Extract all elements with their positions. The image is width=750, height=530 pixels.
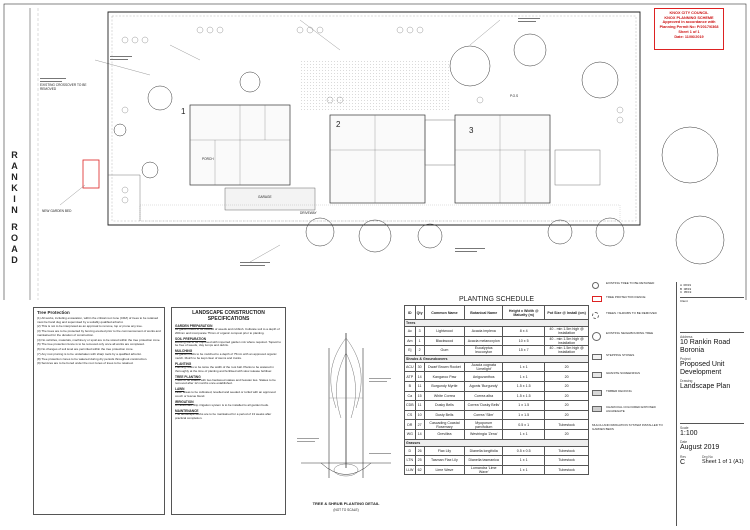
schedule-cell-size: 15 x 7: [503, 346, 545, 356]
schedule-cell-qty: 26: [415, 446, 424, 456]
schedule-cell-botanical: Anigozanthos: [465, 372, 503, 382]
table-row: [405, 336, 589, 346]
schedule-section-label: Trees: [405, 320, 589, 327]
schedule-cell-pot: 20: [545, 381, 589, 391]
table-row: [405, 372, 589, 382]
table-row: [405, 362, 589, 372]
schedule-cell-common: White Correa: [424, 391, 465, 401]
schedule-cell-size: 1.5 x 1.5: [503, 391, 545, 401]
spec-section-heading: IRRIGATION: [175, 400, 194, 405]
schedule-cell-pot: 20: [545, 401, 589, 411]
schedule-cell-botanical: Eucalyptus leucoxylon: [465, 346, 503, 356]
schedule-cell-pot: 20: [545, 410, 589, 420]
schedule-cell-id: Ca: [405, 391, 416, 401]
schedule-cell-id: B: [405, 381, 416, 391]
schedule-cell-size: 1 x 1: [503, 362, 545, 372]
schedule-cell-id: WG: [405, 429, 416, 439]
schedule-section-label: Shrubs & Groundcovers: [405, 355, 589, 362]
schedule-body: [405, 320, 589, 475]
spec-section-text: Planting holes to be twice the width of the root ball. Plants to be watered in thoroughly at the time of planting and fertilised with slow release fertiliser.: [175, 365, 274, 373]
schedule-cell-id: LLW: [405, 465, 416, 475]
schedule-cell-common: Lime Wave: [424, 465, 465, 475]
schedule-cell-pot: 40 - min 1.5m high @ installation: [545, 346, 589, 356]
schedule-cell-common: Dusty Bells: [424, 410, 465, 420]
plan-label: PORCH: [202, 157, 214, 161]
schedule-cell-common: Dwarf Brown Rocket: [424, 362, 465, 372]
sheet-value: Sheet 1 of 1 (A1): [702, 458, 744, 465]
landscape-plan-sheet: KNOX CITY COUNCIL KNOX PLANNING SCHEME Approved in accordance with Planning Permit No: P/2017/6368 Sheet 1 of 1 Date: 11/06/2019 R A N K I N R O A D 1 2 3 EXISTING CROSSOVER TO BE REMOVED NEW GARDEN BED PORCH GARAGE DRIVEWAY P.O.S Tree Protection (1) All works, including excavation, within the critical root zone (CRZ) of trees to be retained must be hand dug and supervised by a suitably qualified arborist. (2) This is not to be interpreted as an approval to remove, lop or prune any tree. (3) The trees are to be protected by fencing erected prior to the commencement of works and maintained for the duration of construction. (4) No vehicles, materials, machinery or spoil are to be stored within the tree protection zone. (5) The tree protection fence is to be removed only once all works are completed. (6) No changes of soil level are permitted within the tree protection zone. (7) Any root pruning is to be undertaken with sharp tools by a qualified arborist. (8) Tree protection zones to be watered during dry periods throughout construction. (9) Services are to be bored under the root zones of trees to be retained. LANDSCAPE CONSTRUCTION SPECIFICATIONS GARDEN PREPARATION All garden beds to be cleared of weeds and rubbish. Cultivate soil to a depth of 200mm and incorporate 75mm of organic compost prior to planting. SOIL PREPARATION Existing soil to be improved with imported garden mix where required. Topsoil to be free of weeds, clay lumps and debris. MULCHING All garden beds to be mulched to a depth of 75mm with an approved organic mulch. Mulch to be kept clear of stems and trunks. PLANTING Planting holes to be twice the width of the root ball. Plants to be watered in thoroughly at the time of planting and fertilised with slow release fertiliser. TREE PLANTING Trees to be staked with two hardwood stakes and hessian ties. Stakes to be removed after 12 months once established. LAWN Lawn areas to be cultivated, levelled and seeded or turfed with an approved couch or fescue blend. IRRIGATION An automatic drip irrigation system is to be installed to all garden beds. MAINTENANCE The landscape works are to be maintained for a period of 13 weeks after practical completion. TREE & SHRUB PLANTING DETAIL (NOT TO SCALE) PLANTING SCHEDULE ID Qty Common Name Botanical Name Height x Width @ Maturity (m) Pot Size @ Install (cm) Trees Ac 3 Lightwood Acacia implexa 8 x 4 40 - min 1.5m high @ installation Am 1 Blackwood Acacia melanoxylon 10 x 5 40 - min 1.5m high @ installation Ej 2 Gum Eucalyptus leucoxylon 15 x 7 40 - min 1.5m high @ installation Shrubs & Groundcovers ACU 30 Dwarf Brown Rocket Acacia cognata 'Limelight' 1 x 1 20 ATP 14 Kangaroo Paw Anigozanthos 1 x 1 20 B 11 Burgundy Myrtle Agonis 'Burgundy' 1.5 x 1.5 20 Ca 15 White Correa Correa alba 1.5 x 1.5 20 CDB 11 Dusky Bells Correa 'Dusky Bells' 1 x 1.5 20 CS 10 Dusty Bells Correa 'Slim' 1 x 1.5 20 DR 27 Cascading Coastal Rosemary Myoporum parvifolium 0.5 x 1 Tubestock WG 14 Grevillea Westringia 'Zena' 1 x 1 20 Grasses D 26 Flax Lily Dianella longifolia 0.5 x 0.5 Tubestock LTN 25 Tasman Flax Lily Dianella tasmanica 1 x 1 Tubestock LLW 62 Lime Wave Lomandra 'Lime Wave' 1 x 1 Tubestock EXISTING TREE TO BE RETAINED TREE PROTECTION FENCE TREES / SHRUBS TO BE REMOVED EXISTING NEIGHBOURING TREE STEPPING STONES GRANITE SCREENINGS TIMBER DECKING CHARCOAL COLOURED EXPOSED AGGREGATE MULCH AND IRRIGATION SYSTEM INSTALLED TO GARDEN BEDS A 08/19 B 08/19 C 05/19 Client Address 10 Rankin Road Boronia Project Proposed Unit Development Drawing Landscape Plan Scale 1:100 Date August 2019 Rev C Drg No Sheet 1 of 1 (A1): [0, 0, 750, 530]
detail-scale: (NOT TO SCALE): [333, 508, 359, 512]
stamp-line: Sheet 1 of 1: [678, 29, 700, 34]
schedule-cell-pot: Tubestock: [545, 446, 589, 456]
schedule-cell-size: 1.5 x 1.5: [503, 381, 545, 391]
schedule-cell-botanical: Correa alba: [465, 391, 503, 401]
rev-label: Rev: [680, 454, 687, 459]
table-row: [405, 391, 589, 401]
rev-value: C: [680, 458, 686, 466]
schedule-cell-common: Lightwood: [424, 327, 465, 337]
scale-label: Scale: [680, 425, 689, 430]
schedule-cell-size: 8 x 4: [503, 327, 545, 337]
schedule-cell-pot: Tubestock: [545, 456, 589, 466]
project-label: Project: [680, 356, 691, 361]
schedule-cell-botanical: Agonis 'Burgundy': [465, 381, 503, 391]
date-value: August 2019: [680, 443, 720, 451]
schedule-cell-botanical: Myoporum parvifolium: [465, 420, 503, 430]
schedule-cell-common: Burgundy Myrtle: [424, 381, 465, 391]
unit-number: 3: [469, 126, 474, 135]
spec-section-text: An automatic drip irrigation system is to be installed to all garden beds.: [175, 403, 269, 408]
schedule-cell-qty: 27: [415, 420, 424, 430]
schedule-cell-botanical: Acacia implexa: [465, 327, 503, 337]
stamp-line: Planning Permit No: P/2017/6368: [659, 25, 719, 30]
unit-number: 1: [181, 107, 186, 116]
schedule-cell-size: 1 x 1: [503, 429, 545, 439]
date-label: Date: [680, 439, 688, 444]
schedule-cell-botanical: Dianella tasmanica: [465, 456, 503, 466]
project-value: Proposed Unit Development: [680, 360, 725, 376]
spec-section-heading: MAINTENANCE: [175, 409, 199, 414]
plan-label: NEW GARDEN BED: [42, 209, 72, 213]
schedule-cell-qty: 15: [415, 391, 424, 401]
plan-label: DRIVEWAY: [300, 211, 317, 215]
schedule-cell-botanical: Acacia melanoxylon: [465, 336, 503, 346]
spec-section-text: The landscape works are to be maintained for a period of 13 weeks after practical completion.: [175, 412, 272, 420]
plan-label: GARAGE: [258, 195, 272, 199]
schedule-cell-size: 0.5 x 0.5: [503, 446, 545, 456]
stamp-line: KNOX PLANNING SCHEME: [664, 15, 714, 20]
schedule-cell-size: 1 x 1: [503, 372, 545, 382]
schedule-cell-id: Ej: [405, 346, 416, 356]
schedule-cell-id: Am: [405, 336, 416, 346]
schedule-cell-size: 1 x 1: [503, 456, 545, 466]
unit-number: 2: [336, 120, 341, 129]
table-row: [405, 327, 589, 337]
table-row: [405, 410, 589, 420]
schedule-section-row: [405, 439, 589, 446]
spec-section-heading: TREE PLANTING: [175, 374, 201, 379]
planting-schedule-title: PLANTING SCHEDULE: [458, 296, 535, 303]
schedule-cell-common: Gum: [424, 346, 465, 356]
address-value: 10 Rankin Road Boronia: [680, 338, 731, 354]
tree-protection-zone-marker: [83, 160, 99, 188]
note-item: (9) Services are to be bored under the root zones of trees to be retained.: [37, 361, 134, 366]
schedule-cell-botanical: Acacia cognata 'Limelight': [465, 362, 503, 372]
schedule-cell-qty: 10: [415, 410, 424, 420]
schedule-cell-pot: Tubestock: [545, 465, 589, 475]
drawing-title-block: [676, 282, 744, 526]
spec-section-text: Trees to be staked with two hardwood stakes and hessian ties. Stakes to be removed after 12 months once established.: [175, 377, 276, 386]
table-row: [405, 420, 589, 430]
schedule-cell-common: Tasman Flax Lily: [424, 456, 465, 466]
spec-section-text: Existing soil to be improved with imported garden mix where required. Topsoil to be free of weeds, clay lumps and debris.: [175, 339, 281, 348]
note-item: (3) The trees are to be protected by fencing erected prior to the commencement of works and maintained for the duration of construction.: [37, 329, 161, 337]
schedule-header-row: [405, 306, 589, 320]
spec-section-heading: PLANTING: [175, 362, 192, 367]
schedule-section-row: [405, 320, 589, 327]
schedule-cell-qty: 62: [415, 465, 424, 475]
schedule-cell-id: ATP: [405, 372, 416, 382]
schedule-cell-size: 1 x 1: [503, 465, 545, 475]
schedule-cell-id: DR: [405, 420, 416, 430]
schedule-cell-size: 0.5 x 1: [503, 420, 545, 430]
drawing-label: Drawing: [680, 378, 693, 383]
planting-detail-drawing: [291, 318, 401, 498]
note-item: (6) No changes of soil level are permitted within the tree protection zone.: [37, 347, 134, 352]
schedule-cell-size: 10 x 5: [503, 336, 545, 346]
client-label: Client: [680, 298, 688, 303]
schedule-cell-botanical: Lomandra 'Lime Wave': [465, 465, 503, 475]
spec-section-text: Lawn areas to be cultivated, levelled and seeded or turfed with an approved couch or fescue blend.: [175, 390, 276, 399]
schedule-cell-pot: 20: [545, 362, 589, 372]
drawing-value: Landscape Plan: [680, 382, 731, 390]
landscape-specifications: [171, 307, 286, 515]
schedule-cell-qty: 30: [415, 362, 424, 372]
schedule-cell-pot: 40 - min 1.5m high @ installation: [545, 336, 589, 346]
schedule-cell-id: CS: [405, 410, 416, 420]
plan-label: EXISTING CROSSOVER TO BE REMOVED: [40, 83, 87, 91]
spec-section-heading: MULCHING: [175, 349, 193, 354]
spec-section-heading: GARDEN PREPARATION: [175, 324, 213, 328]
schedule-cell-size: 1 x 1.5: [503, 401, 545, 411]
note-item: (5) The tree protection fence is to be removed only once all works are completed.: [37, 342, 145, 347]
schedule-cell-common: Blackwood: [424, 336, 465, 346]
table-row: [405, 429, 589, 439]
table-row: [405, 465, 589, 475]
stamp-line: KNOX CITY COUNCIL: [669, 11, 709, 15]
road-name-label: R A N K I N R O A D: [10, 150, 19, 265]
schedule-header: Qty: [415, 306, 424, 320]
schedule-cell-pot: 40 - min 1.5m high @ installation: [545, 327, 589, 337]
sheet-label: Drg No: [702, 454, 713, 459]
schedule-cell-qty: 14: [415, 372, 424, 382]
unit-2-building: [330, 115, 425, 203]
schedule-cell-id: ACU: [405, 362, 416, 372]
spec-section-text: All garden beds to be cleared of weeds and rubbish. Cultivate soil to a depth of 200mm and incorporate 75mm of organic compost prior to planting.: [175, 327, 280, 335]
spec-title: LANDSCAPE CONSTRUCTION SPECIFICATIONS: [192, 310, 265, 322]
schedule-cell-id: Ac: [405, 327, 416, 337]
schedule-cell-common: Cascading Coastal Rosemary: [424, 420, 465, 430]
note-item: (7) Any root pruning is to be undertaken with sharp tools by a qualified arborist.: [37, 351, 142, 356]
note-item: (2) This is not to be interpreted as an approval to remove, lop or prune any tree.: [37, 324, 143, 329]
planting-schedule-table: [404, 305, 589, 475]
schedule-cell-pot: 20: [545, 429, 589, 439]
table-row: [405, 456, 589, 466]
table-row: [405, 346, 589, 356]
schedule-section-label: Grasses: [405, 439, 589, 446]
stamp-line: Approved in accordance with: [662, 20, 716, 25]
schedule-cell-id: LTN: [405, 456, 416, 466]
schedule-cell-qty: 11: [415, 401, 424, 411]
schedule-cell-common: Grevillea: [424, 429, 465, 439]
schedule-cell-common: Dusky Bells: [424, 401, 465, 411]
table-row: [405, 446, 589, 456]
schedule-cell-common: Kangaroo Paw: [424, 372, 465, 382]
notes-heading: Tree Protection: [37, 310, 70, 315]
schedule-cell-qty: 25: [415, 456, 424, 466]
schedule-cell-botanical: Dianella longifolia: [465, 446, 503, 456]
schedule-header: Pot Size @ Install (cm): [545, 306, 589, 320]
schedule-cell-qty: 1: [415, 336, 424, 346]
schedule-cell-pot: 20: [545, 372, 589, 382]
schedule-cell-qty: 3: [415, 327, 424, 337]
schedule-cell-qty: 2: [415, 346, 424, 356]
note-item: (8) Tree protection zones to be watered during dry periods throughout construction.: [37, 356, 148, 361]
revision-list: A 08/19 B 08/19 C 05/19: [680, 283, 692, 295]
table-row: [405, 381, 589, 391]
schedule-cell-qty: 14: [415, 429, 424, 439]
schedule-cell-qty: 11: [415, 381, 424, 391]
schedule-cell-pot: Tubestock: [545, 420, 589, 430]
schedule-header: Common Name: [424, 306, 465, 320]
table-row: [405, 401, 589, 411]
schedule-cell-botanical: Westringia 'Zena': [465, 429, 503, 439]
tree-protection-notes: [33, 307, 165, 515]
detail-caption: TREE & SHRUB PLANTING DETAIL: [312, 501, 380, 506]
schedule-section-row: [405, 355, 589, 362]
schedule-header: ID: [405, 306, 416, 320]
schedule-cell-size: 1 x 1.5: [503, 410, 545, 420]
schedule-header: Height x Width @ Maturity (m): [503, 306, 545, 320]
schedule-cell-id: D: [405, 446, 416, 456]
plan-label: P.O.S: [510, 94, 519, 98]
schedule-cell-pot: 20: [545, 391, 589, 401]
schedule-cell-botanical: Correa 'Slim': [465, 410, 503, 420]
scale-value: 1:100: [680, 429, 698, 437]
note-item: (1) All works, including excavation, within the critical root zone (CRZ) of trees to be retained must be hand dug and supervised by a suitably qualified arborist.: [37, 316, 159, 324]
stamp-line: Date: 11/06/2019: [674, 34, 704, 39]
schedule-cell-id: CDB: [405, 401, 416, 411]
spec-section-text: All garden beds to be mulched to a depth of 75mm with an approved organic mulch. Mulch to be kept clear of stems and trunks.: [175, 352, 277, 360]
note-item: (4) No vehicles, materials, machinery or spoil are to be stored within the tree protection zone.: [37, 337, 161, 342]
schedule-cell-botanical: Correa 'Dusky Bells': [465, 401, 503, 411]
address-label: Address: [680, 334, 693, 339]
schedule-cell-common: Flax Lily: [424, 446, 465, 456]
spec-section-heading: LAWN: [175, 387, 185, 392]
tree-planting-detail: [291, 318, 401, 514]
schedule-header: Botanical Name: [465, 306, 503, 320]
spec-section-heading: SOIL PREPARATION: [175, 336, 206, 341]
